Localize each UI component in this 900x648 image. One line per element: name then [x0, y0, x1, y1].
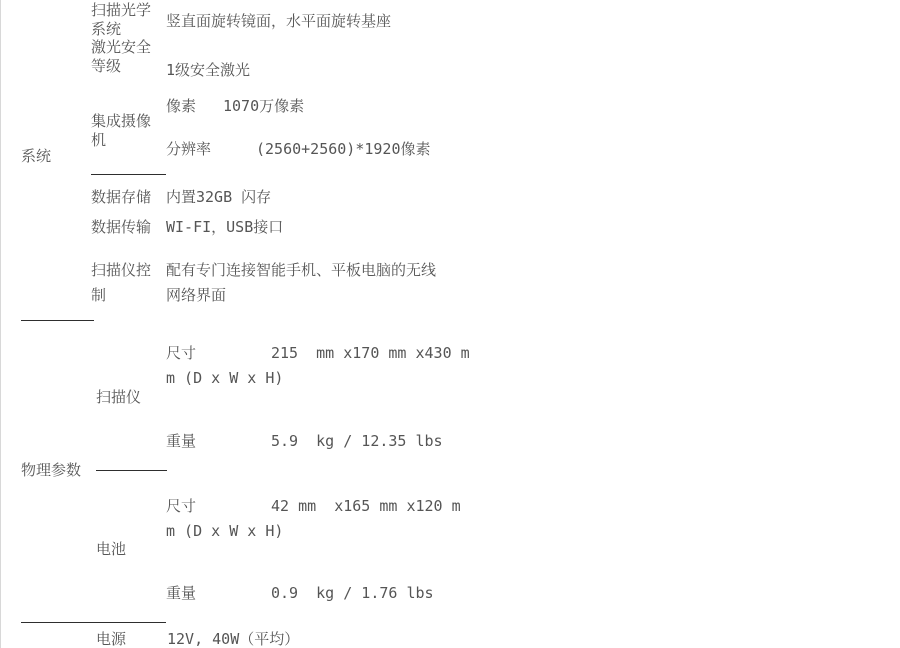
- laser-value: 1级安全激光: [166, 61, 251, 79]
- battery-weight-label: 重量: [166, 584, 197, 602]
- power-value: 12V, 40W（平均）: [167, 630, 300, 648]
- system-section-bottom-divider: [21, 320, 94, 321]
- battery-dim-value-wrap: m (D x W x H): [166, 522, 284, 540]
- camera-label-line2: 机: [91, 131, 107, 149]
- transfer-value: WI-FI，USB接口: [166, 218, 284, 236]
- control-label-line2: 制: [91, 286, 107, 304]
- category-physical: 物理参数: [21, 461, 82, 479]
- control-label-line1: 扫描仪控: [91, 261, 152, 279]
- optical-label-line1: 扫描光学: [91, 1, 152, 19]
- storage-label: 数据存储: [91, 188, 152, 206]
- battery-dim-value: 42 mm x165 mm x120 m: [271, 497, 461, 515]
- camera-resolution-label: 分辨率: [166, 140, 212, 158]
- optical-label-line2: 系统: [91, 20, 122, 38]
- laser-label-line2: 等级: [91, 57, 122, 75]
- camera-label-line1: 集成摄像: [91, 112, 152, 130]
- power-label: 电源: [96, 630, 127, 648]
- laser-label-line1: 激光安全: [91, 38, 152, 56]
- camera-pixel-value: 1070万像素: [223, 97, 305, 115]
- scanner-dim-label: 尺寸: [166, 344, 197, 362]
- scanner-dim-value: 215 mm x170 mm x430 m: [271, 344, 470, 362]
- category-system: 系统: [21, 147, 52, 165]
- battery-top-divider: [96, 470, 167, 471]
- battery-dim-label: 尺寸: [166, 497, 197, 515]
- camera-resolution-value: (2560+2560)*1920像素: [256, 140, 431, 158]
- battery-weight-value: 0.9 kg / 1.76 lbs: [271, 584, 434, 602]
- transfer-label: 数据传输: [91, 218, 152, 236]
- control-value-line2: 网络界面: [166, 286, 227, 304]
- camera-pixel-label: 像素: [166, 97, 197, 115]
- storage-top-divider: [91, 174, 166, 175]
- power-top-divider: [21, 622, 166, 623]
- battery-label: 电池: [96, 540, 127, 558]
- storage-value: 内置32GB 闪存: [166, 188, 272, 206]
- control-value-line1: 配有专门连接智能手机、平板电脑的无线: [166, 261, 437, 279]
- scanner-weight-value: 5.9 kg / 12.35 lbs: [271, 432, 443, 450]
- scanner-label: 扫描仪: [96, 388, 142, 406]
- scanner-weight-label: 重量: [166, 432, 197, 450]
- scanner-dim-value-wrap: m (D x W x H): [166, 369, 284, 387]
- optical-value: 竖直面旋转镜面，水平面旋转基座: [166, 12, 392, 30]
